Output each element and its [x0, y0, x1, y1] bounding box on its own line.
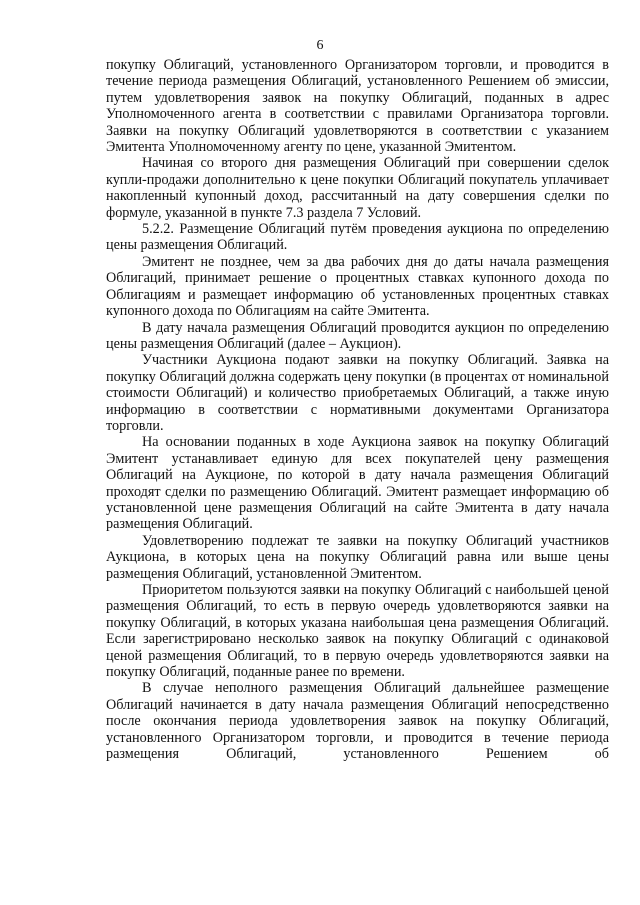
paragraph-auction-date: В дату начала размещения Облигаций проводится аукцион по определению цены размещения Облигаций (далее – Аукцион). — [106, 319, 609, 352]
paragraph-coupon-rates: Эмитент не позднее, чем за два рабочих дня до даты начала размещения Облигаций, принимает решение о процентных ставках купонного дохода по Облигациям и размещает информацию об установленных процентных ставках купонного дохода по Облигациям на сайте Эмитента. — [106, 253, 609, 320]
paragraph-continuation: покупку Облигаций, установленного Организатором торговли, и проводится в течение периода размещения Облигаций, установленного Решением об эмиссии, путем удовлетворения заявок на покупку Облигаций, поданных в адрес Уполномоченного агента в соответствии с правилами Организатора торговли. Заявки на покупку Облигаций удовлетворяются в соответствии с указанием Эмитента Уполномоченному агенту по цене, указанной Эмитентом. — [106, 57, 609, 156]
paragraph-incomplete-placement: В случае неполного размещения Облигаций дальнейшее размещение Облигаций начинается в дату начала размещения Облигаций непосредственно после окончания периода удовлетворения заявок на покупку Облигаций, установленного Организатором торговли, и проводится в течение периода размещения Облигаций, установленного Решением об — [106, 680, 609, 763]
page-number: 6 — [316, 38, 324, 53]
paragraph-satisfied-bids: Удовлетворению подлежат те заявки на покупку Облигаций участников Аукциона, в которых цена на покупку Облигаций равна или выше цены размещения Облигаций, установленной Эмитентом. — [106, 532, 609, 582]
paragraph-auction-bids: Участники Аукциона подают заявки на покупку Облигаций. Заявка на покупку Облигаций должна содержать цену покупки (в процентах от номинальной стоимости Облигаций) и количество приобретаемых Облигаций, а также иную информацию в соответствии с нормативными документами Организатора торговли. — [106, 352, 609, 434]
paragraph-auction-price: На основании поданных в ходе Аукциона заявок на покупку Облигаций Эмитент устанавливает единую для всех покупателей цену размещения Облигаций на Аукционе, по которой в дату начала размещения Облигаций проходят сделки по размещению Облигаций. Эмитент размещает информацию об установленной цене размещения Облигаций на сайте Эмитента в дату начала размещения Облигаций. — [106, 434, 609, 533]
paragraph-bid-priority: Приоритетом пользуются заявки на покупку Облигаций с наибольшей ценой размещения Облигаций, то есть в первую очередь удовлетворяются заявки на покупку Облигаций, в которых указана наибольшая цена размещения Облигаций. Если зарегистрировано несколько заявок на покупку Облигаций с одинаковой ценой размещения Облигаций, то в первую очередь удовлетворяются заявки на покупку Облигаций, поданные ранее по времени. — [106, 582, 609, 681]
document-body — [106, 57, 609, 762]
paragraph-section-5-2-2: 5.2.2. Размещение Облигаций путём проведения аукциона по определению цены размещения Облигаций. — [106, 221, 609, 254]
paragraph-accrued-coupon: Начиная со второго дня размещения Облигаций при совершении сделок купли-продажи дополнительно к цене покупки Облигаций покупатель уплачивает накопленный купонный доход, рассчитанный на дату совершения сделки по формуле, указанной в пункте 7.3 раздела 7 Условий. — [106, 155, 609, 221]
